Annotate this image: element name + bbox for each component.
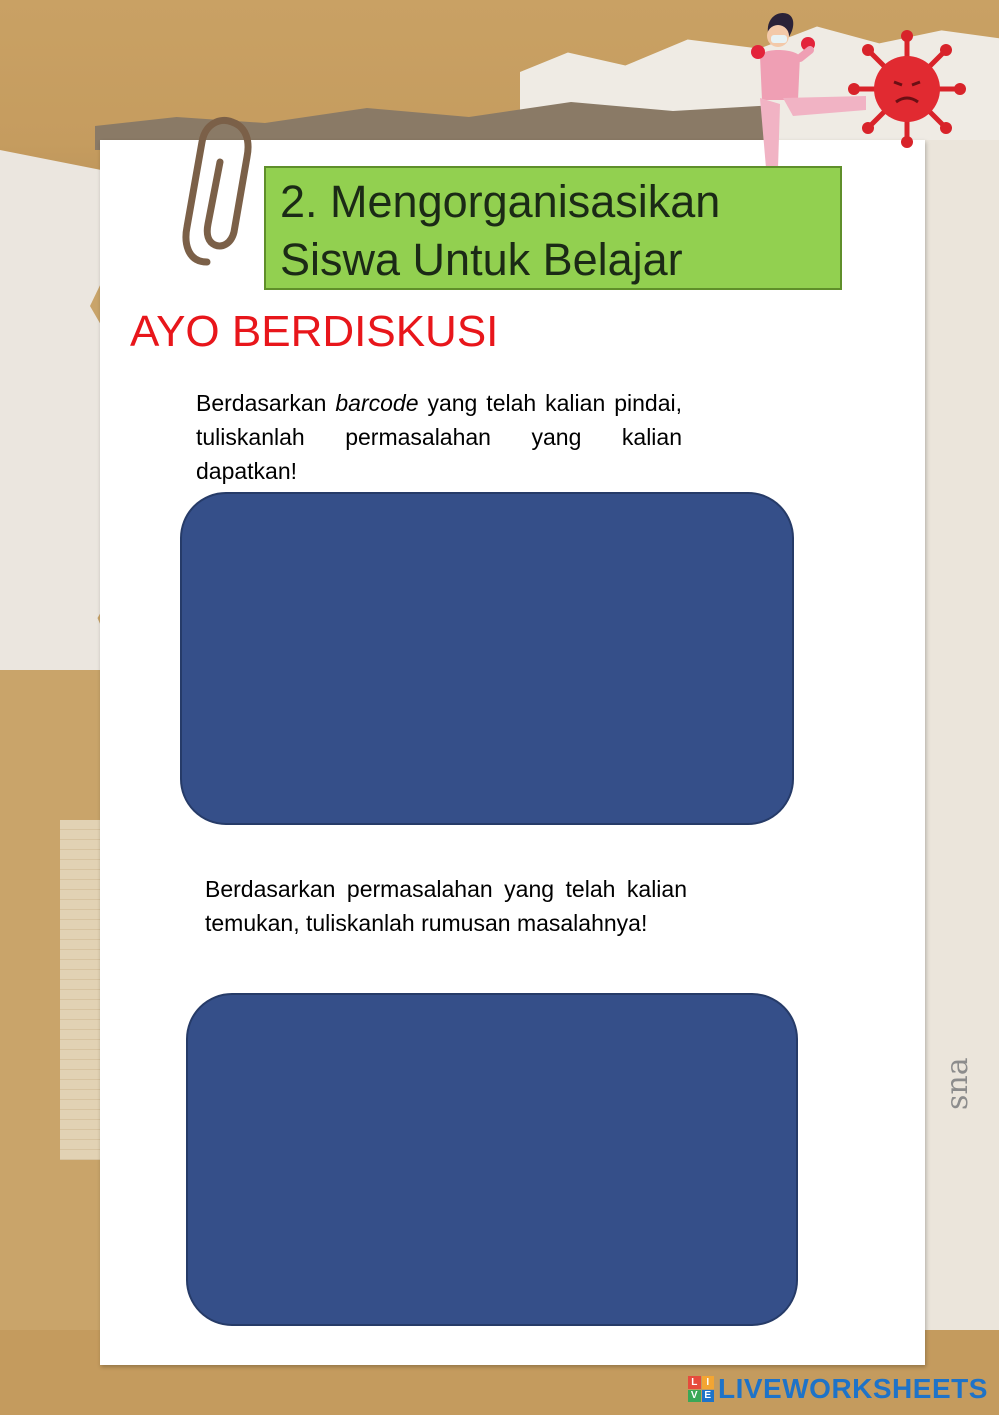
question-1-part: Berdasarkan	[196, 390, 336, 416]
logo-letter: L	[688, 1376, 701, 1389]
logo-letter: V	[688, 1390, 701, 1403]
header-line-2: Siswa Untuk Belajar	[280, 234, 683, 285]
header-line-1: 2. Mengorganisasikan	[280, 176, 721, 227]
section-title: AYO BERDISKUSI	[130, 307, 499, 356]
question-1-italic: barcode	[335, 390, 419, 416]
question-1-part: yang telah kalian pindai, tuliskanlah permasalahan yang kalian dapatkan!	[196, 390, 682, 484]
section-header	[264, 166, 842, 290]
logo-letter: E	[702, 1390, 715, 1403]
liveworksheets-wordmark: LIVEWORKSHEETS	[718, 1373, 988, 1404]
paperclip-icon	[172, 112, 272, 272]
answer-box-2[interactable]	[186, 993, 798, 1326]
paper-strip-right	[915, 140, 999, 1400]
liveworksheets-logo[interactable]	[688, 1373, 988, 1405]
virus-icon	[848, 30, 966, 148]
logo-letter: I	[702, 1376, 715, 1389]
side-scrap-text: sna	[940, 1057, 975, 1110]
question-1-text	[196, 386, 682, 488]
answer-box-1[interactable]	[180, 492, 794, 825]
question-2-text: Berdasarkan permasalahan yang telah kalian temukan, tuliskanlah rumusan masalahnya!	[205, 876, 687, 936]
liveworksheets-mark	[688, 1376, 714, 1402]
